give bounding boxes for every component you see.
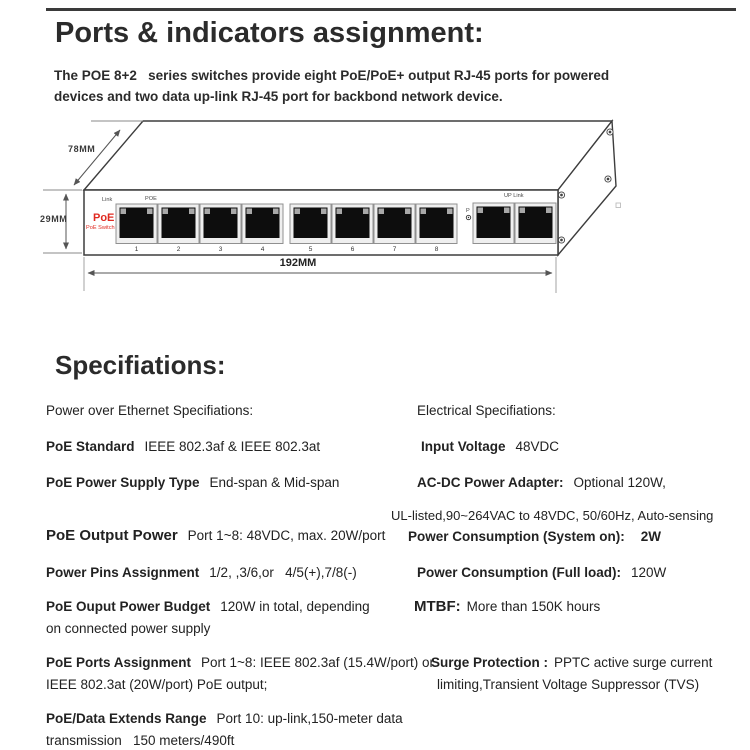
spec-extends-range-line2: transmission 150 meters/490ft [46, 733, 235, 748]
port-group-1-4 [116, 204, 283, 244]
spec-value: 2W [640, 529, 662, 544]
link-led-label: Link [102, 197, 113, 203]
poe-led-label: POE [145, 196, 157, 202]
spec-label: AC-DC Power Adapter: [417, 475, 564, 490]
spec-poe-supply-type [46, 475, 339, 490]
rj45-port [416, 204, 457, 244]
spec-surge-protection-line2: limiting,Transient Voltage Suppressor (TVS) [437, 677, 700, 692]
specs-title: Specifiations: [55, 350, 226, 380]
rj45-port [332, 204, 373, 244]
depth-dimension-label: 78MM [68, 144, 96, 154]
height-dimension-label: 29MM [40, 214, 68, 224]
spec-power-pins [46, 565, 357, 580]
spec-value: End-span & Mid-span [209, 475, 340, 490]
rj45-port [290, 204, 331, 244]
spec-label: MTBF: [414, 598, 461, 615]
spec-value: Port 10: up-link,150-meter data [216, 711, 403, 726]
spec-value: 120W in total, depending [220, 599, 370, 614]
spec-poe-output-power [46, 527, 385, 544]
description-line-1: The POE 8+2 series switches provide eight PoE/PoE+ output RJ-45 ports for powered [54, 68, 610, 83]
power-led-dot [468, 217, 469, 218]
rj45-port [242, 204, 283, 244]
spec-label: Input Voltage [421, 439, 506, 454]
spec-value: 1/2, ,3/6,or 4/5(+),7/8(-) [209, 565, 357, 580]
spec-value: Port 1~8: IEEE 802.3af (15.4W/port) or [201, 655, 435, 670]
spec-value: IEEE 802.3af & IEEE 802.3at [144, 439, 321, 454]
svg-text:7: 7 [392, 246, 397, 253]
description-line-2: devices and two data up-link RJ-45 port for backbond network device. [54, 89, 503, 104]
spec-label: PoE Ouput Power Budget [46, 599, 211, 614]
svg-text:1: 1 [134, 246, 139, 253]
switch-diagram [0, 0, 750, 310]
svg-text:3: 3 [218, 246, 223, 253]
spec-ports-assignment-line2: IEEE 802.3at (20W/port) PoE output; [46, 677, 268, 692]
spec-value: Optional 120W, [573, 475, 666, 490]
spec-ul-listed: UL-listed,90~264VAC to 48VDC, 50/60Hz, Auto-sensing [391, 508, 714, 523]
spec-label: Power Consumption (Full load): [417, 565, 621, 580]
page-title: Ports & indicators assignment: [55, 17, 484, 49]
spec-acdc-adapter [417, 475, 666, 490]
uplink-label: UP Link [504, 193, 524, 199]
spec-label: Power Consumption (System on): [408, 529, 625, 544]
spec-value: PPTC active surge current [554, 655, 713, 670]
spec-label: Power Pins Assignment [46, 565, 200, 580]
width-dimension-label: 192MM [279, 257, 317, 269]
svg-text:8: 8 [434, 246, 439, 253]
spec-extends-range [46, 711, 403, 726]
spec-input-voltage [421, 439, 559, 454]
chassis-top-face [84, 121, 612, 190]
svg-text:4: 4 [260, 246, 265, 253]
svg-text:2: 2 [176, 246, 181, 253]
spec-value: Port 1~8: 48VDC, max. 20W/port [187, 528, 386, 543]
brand-subtitle: PoE Switch [86, 225, 115, 231]
rj45-uplink-port [515, 203, 556, 244]
spec-label: PoE Standard [46, 439, 135, 454]
spec-label: PoE/Data Extends Range [46, 711, 207, 726]
spec-ports-assignment [46, 655, 434, 670]
rj45-port [374, 204, 415, 244]
brand-logo: PoE [93, 212, 115, 224]
rj45-port [116, 204, 157, 244]
rj45-port [200, 204, 241, 244]
svg-text:6: 6 [350, 246, 355, 253]
rj45-port [158, 204, 199, 244]
spec-label: PoE Ports Assignment [46, 655, 192, 670]
rj45-uplink-port [473, 203, 514, 244]
svg-text:5: 5 [308, 246, 313, 253]
spec-consumption-full-load [417, 565, 666, 580]
spec-poe-standard [46, 439, 320, 454]
spec-consumption-system-on [408, 529, 661, 544]
port-group-5-8 [290, 204, 457, 244]
spec-value: 120W [630, 565, 667, 580]
power-led-label: P [466, 208, 470, 214]
electrical-specs-header: Electrical Specifiations: [417, 403, 556, 418]
spec-value: More than 150K hours [466, 599, 601, 614]
spec-mtbf [414, 598, 600, 615]
spec-power-budget [46, 599, 370, 614]
spec-label: PoE Power Supply Type [46, 475, 200, 490]
spec-label: PoE Output Power [46, 527, 178, 544]
poe-specs-header: Power over Ethernet Specifiations: [46, 403, 254, 418]
spec-value: 48VDC [515, 439, 560, 454]
spec-surge-protection [431, 655, 712, 670]
uplink-port-group [473, 203, 556, 244]
spec-power-budget-line2: on connected power supply [46, 621, 211, 636]
spec-label: Surge Protection : [431, 655, 549, 670]
stray-mark [616, 203, 621, 208]
